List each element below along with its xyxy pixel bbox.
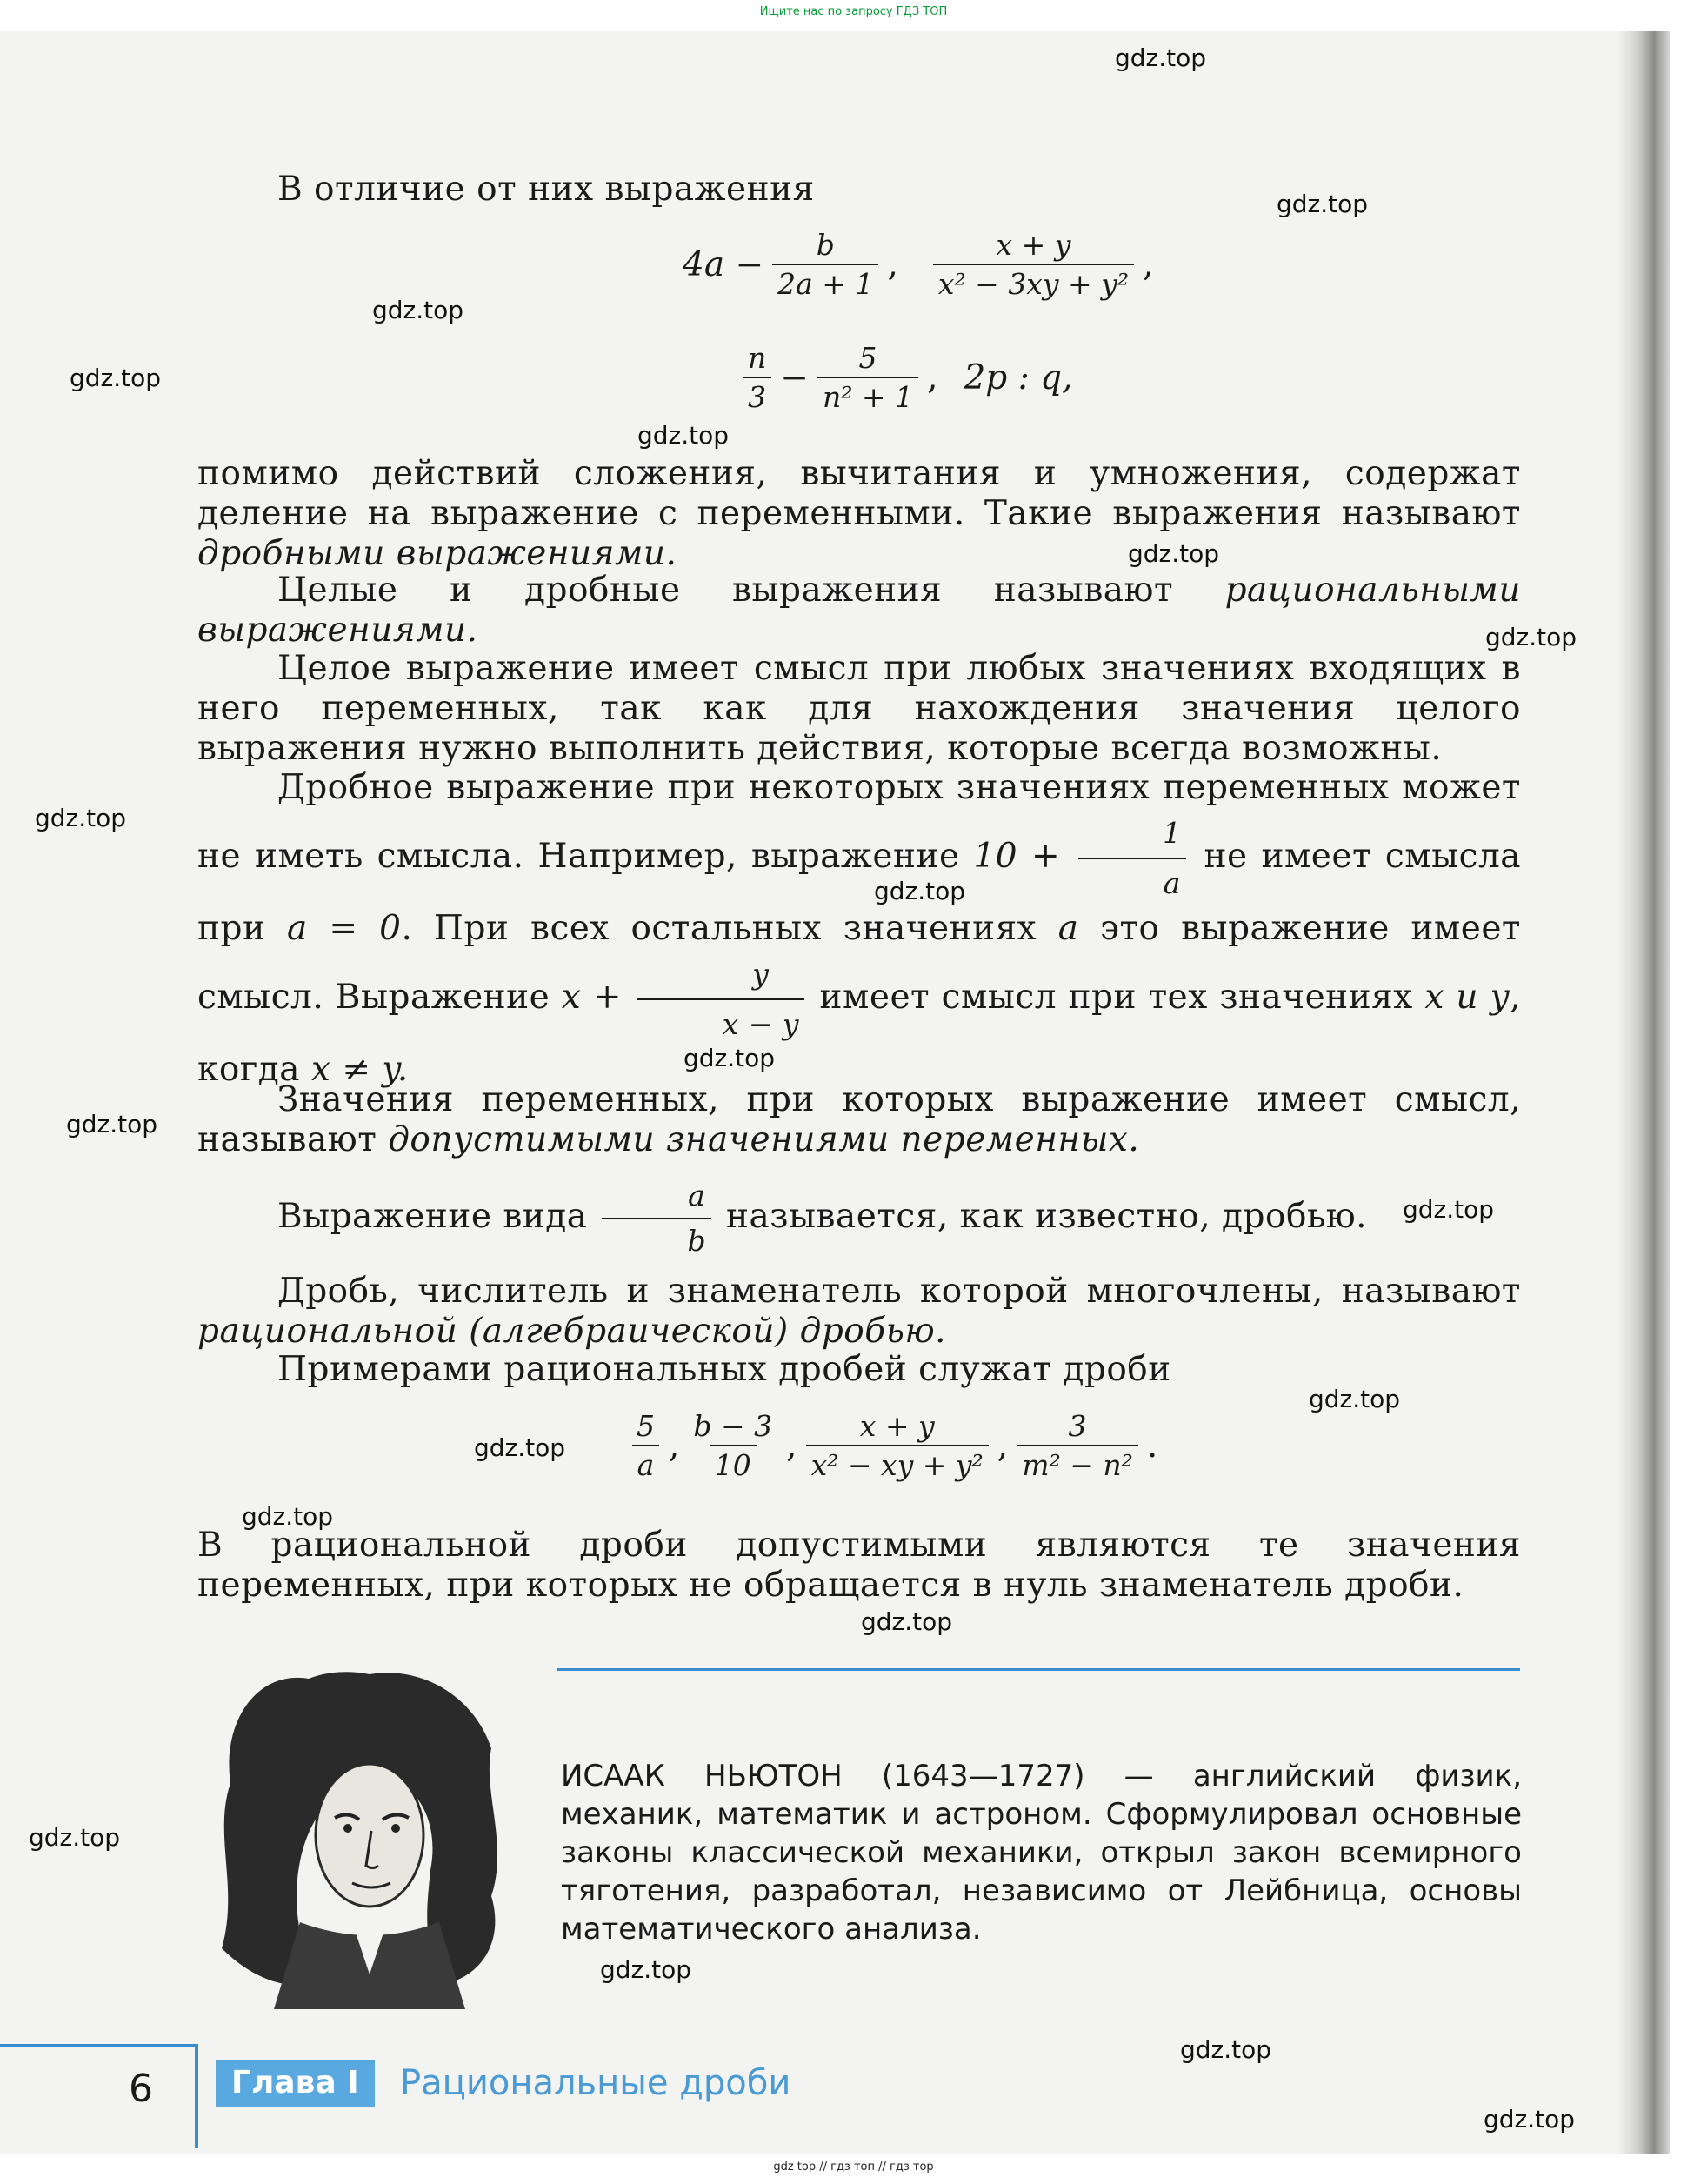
watermark: gdz.top [1485, 623, 1577, 651]
formula-examples-row: $\frac{5}{a}$ , $\frac{b - 3}{10}$ , $\frac{x + y}{\text{x² − xy + y²}}$ , $\frac{3}{\text{m² − n²}}$ . [628, 1409, 1157, 1482]
paragraph-text: Значения переменных, при которых выражение имеет смысл, называют [197, 1080, 1521, 1159]
bio-divider [557, 1668, 1520, 1671]
inline-math: a = 0 [287, 909, 402, 948]
watermark: gdz.top [1484, 2105, 1576, 2134]
inline-math: x и y [1424, 978, 1510, 1017]
watermark: gdz.top [1180, 2035, 1272, 2064]
fraction [933, 228, 1134, 301]
book-spine-shadow [1617, 31, 1670, 2154]
fraction-denominator: a [1078, 858, 1186, 906]
watermark: gdz.top [35, 804, 127, 832]
paragraph-fractional [197, 454, 1521, 574]
fraction [772, 228, 878, 301]
fraction [806, 1409, 989, 1482]
paragraph-rational-fraction [197, 1272, 1521, 1352]
paragraph-text: не имеет смысла при [197, 837, 1522, 948]
paragraph-text: помимо действий сложения, вычитания и умножения, содержат деление на выражение с переменными. Такие выражения называют [197, 454, 1521, 533]
fraction-denominator: a [632, 1445, 660, 1482]
chapter-label: Глава I [216, 2060, 375, 2107]
fraction-numerator: n [748, 341, 767, 375]
fraction-numerator: x + y [996, 228, 1071, 262]
formula-lead: 4a − [683, 244, 764, 284]
formula-divide: 2p : q, [964, 357, 1073, 397]
inline-math: 10 + [973, 837, 1061, 876]
watermark: gdz.top [637, 421, 730, 450]
paragraph-integer: Целое выражение имеет смысл при любых значениях входящих в него переменных, так как для нахождения значения целого выражения нужно выполнить действия, которые всегда возможны. [197, 649, 1521, 768]
newton-bio: ИСААК НЬЮТОН (1643—1727) — английский физик, механик, математик и астроном. Сформулировал основные законы классической механики, открыл закон всемирного тяготения, разработал, независимо от Лейбница, основы математического анализа. [561, 1759, 1522, 1947]
fraction-numerator: 5 [637, 1409, 655, 1443]
watermark: gdz.top [474, 1433, 566, 1462]
watermark: gdz.top [1277, 190, 1369, 218]
watermark: gdz.top [242, 1502, 334, 1531]
page-number: 6 [129, 2067, 153, 2111]
bottom-banner[interactable]: gdz top // гдз топ // гдз тор [773, 2161, 934, 2174]
paragraph-text: , когда [197, 978, 1521, 1089]
fraction-denominator: 10 [710, 1445, 757, 1482]
footer-rule [0, 2044, 197, 2047]
fraction-numerator: 5 [858, 341, 877, 375]
fraction [1017, 1409, 1138, 1482]
watermark: gdz.top [600, 1955, 692, 1984]
formula-row-2: $\frac{n}{3}$ − $\frac{5}{\text{n² + 1}}$ , 2p : q, [739, 341, 1073, 414]
fraction [602, 1176, 711, 1261]
paragraph-text: Целые и дробные выражения называют [277, 571, 1225, 610]
chapter-title: Рациональные дроби [400, 2063, 791, 2103]
watermark: gdz.top [1128, 539, 1220, 568]
watermark: gdz.top [29, 1823, 121, 1852]
paragraph-admissible-fraction: В рациональной дроби допустимыми являются те значения переменных, при которых не обращается в нуль знаменатель дроби. [197, 1526, 1521, 1605]
footer-rule-vertical [195, 2044, 198, 2148]
watermark: gdz.top [372, 296, 464, 324]
fraction-numerator: 3 [1068, 1409, 1087, 1443]
fraction-denominator: x² − xy + y² [806, 1445, 989, 1482]
watermark: gdz.top [66, 1110, 158, 1139]
watermark: gdz.top [70, 364, 162, 392]
fraction-numerator: b [816, 228, 835, 262]
inline-math: x ≠ y. [310, 1050, 409, 1089]
fraction [688, 1409, 777, 1482]
fraction-numerator: y [752, 957, 770, 991]
paragraph-meaning [197, 765, 1521, 1092]
newton-portrait-icon [204, 1661, 509, 2009]
fraction-denominator: n² + 1 [817, 377, 918, 414]
fraction-denominator: x − y [637, 998, 804, 1047]
paragraph-text: называется, как известно, дробью. [715, 1197, 1368, 1236]
watermark: gdz.top [683, 1044, 776, 1072]
term-fractional-expressions: дробными выражениями. [197, 534, 677, 573]
paragraph-examples: Примерами рациональных дробей служат дроби [277, 1350, 1171, 1389]
watermark: gdz.top [861, 1607, 953, 1636]
paragraph-text: Дробное выражение при некоторых значениях переменных может не иметь смысла. Например, выражение [197, 768, 1521, 876]
paragraph-rational [197, 571, 1521, 651]
fraction-numerator: a [688, 1179, 706, 1212]
fraction-numerator: 1 [1163, 816, 1182, 850]
fraction [1077, 811, 1187, 906]
fraction [637, 952, 804, 1047]
paragraph-text: имеет смысл при тех значениях [807, 978, 1425, 1017]
term-admissible-values: допустимыми значениями переменных. [388, 1120, 1140, 1159]
term-rational-expressions: рациональными выражениями. [197, 571, 1521, 650]
top-banner[interactable]: Ищите нас по запросу ГДЗ ТОП [759, 5, 948, 18]
fraction-denominator: m² − n² [1017, 1445, 1138, 1482]
term-rational-fraction: рациональной (алгебраической) дробью. [197, 1312, 947, 1351]
paragraph-text: это выражение имеет смысл. Выражение [197, 909, 1521, 1017]
paragraph-admissible [197, 1080, 1521, 1160]
paragraph-intro: В отличие от них выражения [277, 170, 815, 209]
inline-math: x + [561, 978, 623, 1017]
paragraph-text: Дробь, числитель и знаменатель которой многочлены, называют [277, 1272, 1521, 1311]
paragraph-text: Выражение вида [277, 1197, 599, 1236]
paragraph-fraction-form [197, 1176, 1521, 1261]
fraction [743, 341, 771, 414]
fraction-numerator: x + y [859, 1409, 935, 1443]
watermark: gdz.top [1403, 1195, 1495, 1224]
fraction-denominator: 2a + 1 [772, 264, 878, 301]
fraction-numerator: b − 3 [693, 1409, 773, 1443]
watermark: gdz.top [874, 877, 966, 905]
formula-row-1: 4a − $\frac{b}{2a + 1}$ , $\frac{x + y}{\text{x² − 3xy + y²}}$ , [683, 228, 1154, 301]
inline-math: a [1057, 909, 1079, 948]
watermark: gdz.top [1115, 43, 1207, 72]
fraction-denominator: x² − 3xy + y² [933, 264, 1134, 301]
fraction-denominator: b [602, 1218, 711, 1261]
paragraph-text: . При всех остальных значениях [401, 909, 1058, 948]
fraction [817, 341, 918, 414]
fraction-denominator: 3 [743, 377, 771, 414]
watermark: gdz.top [1309, 1385, 1401, 1413]
fraction [631, 1409, 660, 1482]
